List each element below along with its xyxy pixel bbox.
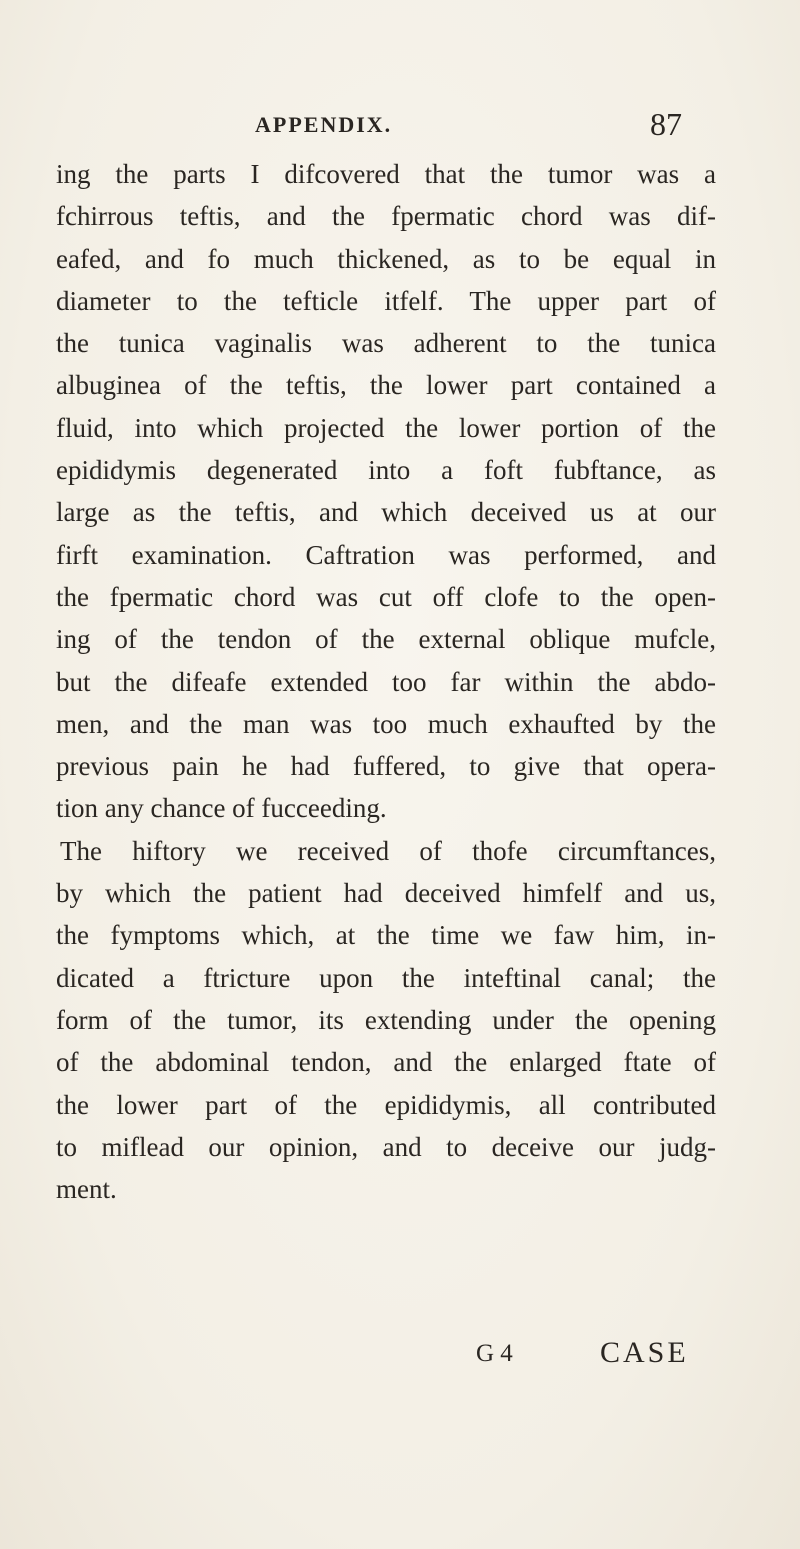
running-title: APPENDIX. bbox=[255, 112, 393, 137]
text-line: fchirrous teftis, and the fpermatic chord was dif- bbox=[56, 201, 716, 232]
signature-mark: G 4 bbox=[476, 1340, 513, 1367]
page-number: 87 bbox=[650, 106, 682, 142]
catchword: CASE bbox=[600, 1336, 689, 1369]
text-line: the lower part of the epididymis, all contributed bbox=[56, 1089, 716, 1120]
text-line: form of the tumor, its extending under the opening bbox=[56, 1004, 716, 1035]
text-line: tion any chance of fucceeding. bbox=[56, 793, 387, 824]
text-line: diameter to the tefticle itfelf. The upper part of bbox=[56, 285, 716, 316]
text-line: by which the patient had deceived himfelf and us, bbox=[56, 878, 716, 909]
text-line: but the difeafe extended too far within the abdo- bbox=[56, 666, 716, 697]
text-line: albuginea of the teftis, the lower part contained a bbox=[56, 370, 716, 401]
text-line: of the abdominal tendon, and the enlarged ftate of bbox=[56, 1047, 716, 1078]
text-line: epididymis degenerated into a foft fubftance, as bbox=[56, 455, 716, 486]
text-line: eafed, and fo much thickened, as to be equal in bbox=[56, 243, 716, 274]
text-line: the fpermatic chord was cut off clofe to the open- bbox=[56, 581, 716, 612]
text-line: fluid, into which projected the lower portion of the bbox=[56, 412, 716, 443]
text-line: men, and the man was too much exhaufted by the bbox=[56, 708, 716, 739]
text-line: firft examination. Caftration was performed, and bbox=[56, 539, 716, 570]
text-line: the tunica vaginalis was adherent to the tunica bbox=[56, 328, 716, 359]
text-line: The hiftory we received of thofe circumftances, bbox=[60, 835, 716, 866]
text-line: ment. bbox=[56, 1174, 117, 1205]
body-text bbox=[56, 153, 716, 1210]
text-line: previous pain he had fuffered, to give that opera- bbox=[56, 751, 716, 782]
text-line: ing of the tendon of the external oblique mufcle, bbox=[56, 624, 716, 655]
text-line: large as the teftis, and which deceived us at our bbox=[56, 497, 716, 528]
running-head bbox=[0, 106, 800, 152]
text-line: to miflead our opinion, and to deceive our judg- bbox=[56, 1131, 716, 1162]
text-line: ing the parts I difcovered that the tumor was a bbox=[56, 159, 716, 189]
text-line: dicated a ftricture upon the inteftinal canal; the bbox=[56, 962, 716, 993]
text-line: the fymptoms which, at the time we faw him, in- bbox=[56, 920, 716, 951]
